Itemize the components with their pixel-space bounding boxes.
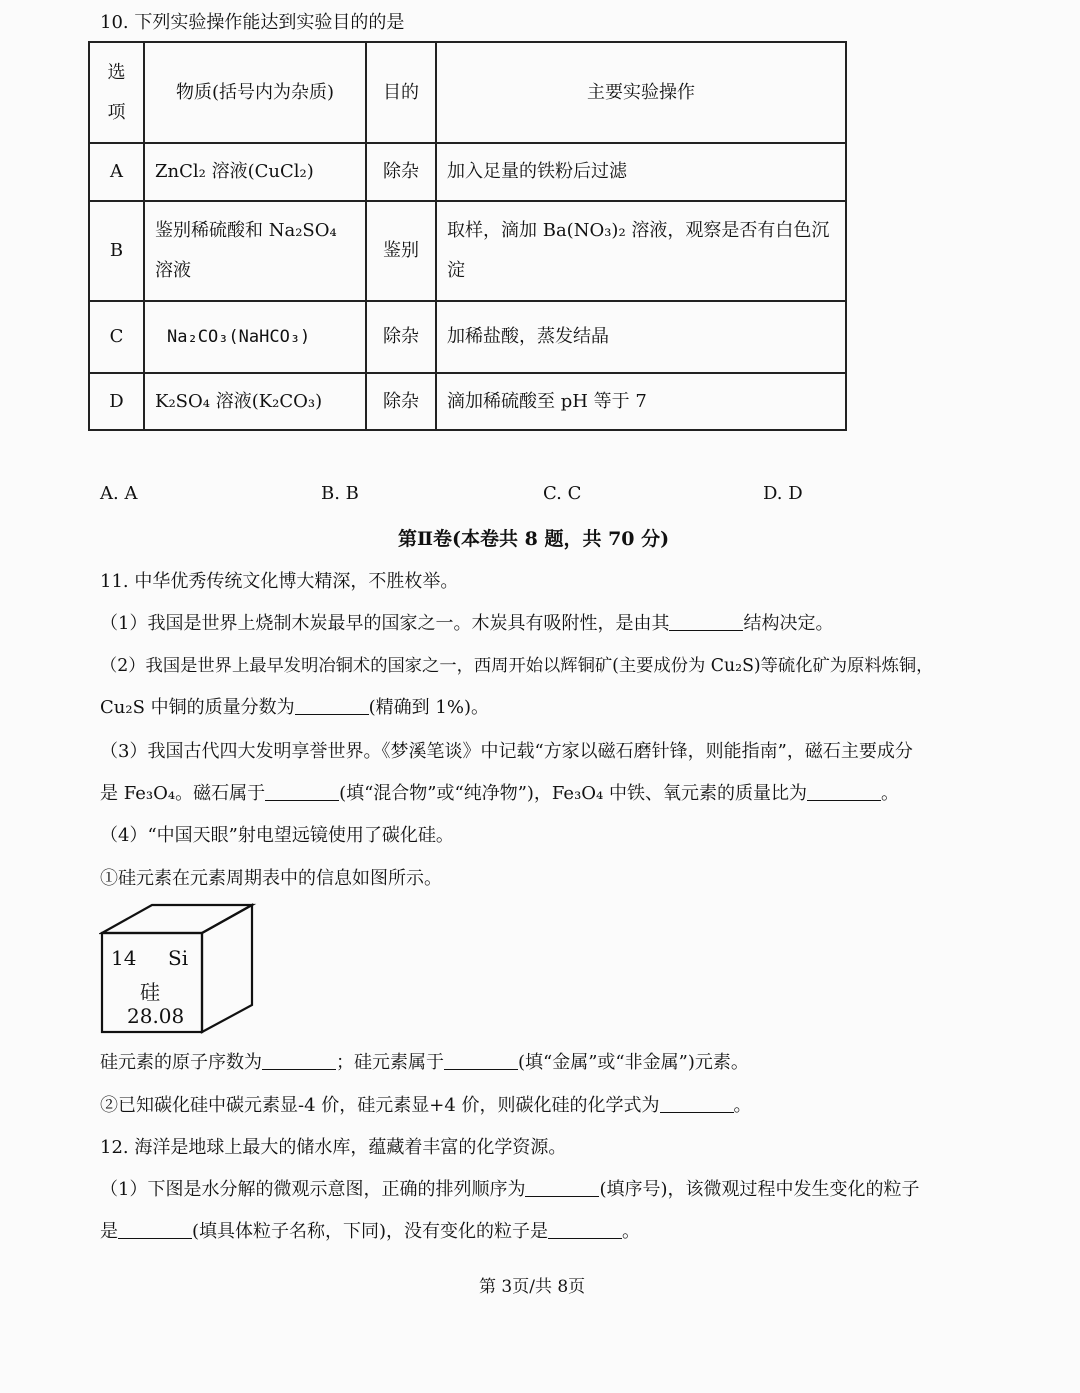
atomic-mass: 28.08 [127,1004,185,1028]
row-operation: 取样，滴加 Ba(NO₃)₂ 溶液，观察是否有白色沉淀 [436,201,846,301]
q11-part2-line1: （2）我国是世界上最早发明冶铜术的国家之一，西周开始以辉铜矿(主要成份为 Cu₂S)等硫化矿为原料炼铜， [100,656,934,676]
q11-p4-2-text-end: 。 [733,1095,752,1116]
row-operation: 滴加稀硫酸至 pH 等于 7 [436,373,846,430]
q11-p4-text-end: (填“金属”或“非金属”)元素。 [518,1052,749,1073]
q12-p1-text-mid: (填序号)，该微观过程中发生变化的粒子 [599,1179,920,1200]
q12-p1-text-start: 是 [100,1221,118,1242]
experiment-table [88,41,847,431]
answer-blank[interactable] [660,1094,734,1113]
row-purpose: 除杂 [366,143,436,201]
row-purpose: 鉴别 [366,201,436,301]
answer-blank[interactable] [118,1220,192,1239]
q11-part3-line2 [100,779,899,805]
answer-blank[interactable] [444,1051,518,1070]
row-substance: K₂SO₄ 溶液(K₂CO₃) [144,373,366,430]
choice-a[interactable]: A. A [100,483,138,504]
answer-blank[interactable] [548,1220,622,1239]
q12-p1-text-end: 。 [622,1221,641,1242]
row-substance: 鉴别稀硫酸和 Na₂SO₄ 溶液 [144,201,366,301]
q11-part3-text-end: 。 [881,783,899,804]
q11-part2-text-end: (精确到 1%)。 [368,697,489,718]
row-option: C [89,301,144,373]
table-header-row [89,42,846,143]
q11-part2-text: Cu₂S 中铜的质量分数为 [100,697,295,718]
header-operation: 主要实验操作 [436,42,846,143]
table-row [89,201,846,301]
q11-intro: 11. 中华优秀传统文化博大精深，不胜枚举。 [100,571,459,592]
q11-p4-text-mid: ；硅元素属于 [336,1052,444,1073]
q12-p1-text: （1）下图是水分解的微观示意图，正确的排列顺序为 [100,1179,526,1200]
silicon-element-card [99,903,257,1035]
element-name: 硅 [140,980,160,1004]
page-footer: 第 3页/共 8页 [479,1277,586,1297]
table-row [89,373,846,430]
answer-blank[interactable] [807,782,881,801]
q11-part3-text-mid: (填“混合物”或“纯净物”)，Fe₃O₄ 中铁、氧元素的质量比为 [339,783,807,804]
q11-part4-q2 [100,1091,752,1117]
q11-part1 [100,609,833,635]
header-substance: 物质(括号内为杂质) [144,42,366,143]
choice-c[interactable]: C. C [543,483,582,504]
q11-part4-q1 [100,1048,749,1074]
row-operation: 加稀盐酸，蒸发结晶 [436,301,846,373]
q11-part3-line1: （3）我国古代四大发明享誉世界。《梦溪笔谈》中记载“方家以磁石磨针锋，则能指南”，磁石主要成分 [100,741,913,762]
q12-p1-text-mid2: (填具体粒子名称，下同)，没有变化的粒子是 [192,1221,549,1242]
answer-blank[interactable] [669,612,743,631]
q11-p4-2-text: ②已知碳化硅中碳元素显-4 价，硅元素显+4 价，则碳化硅的化学式为 [100,1095,660,1116]
choice-d[interactable]: D. D [763,483,803,504]
q11-part4: （4）“中国天眼”射电望远镜使用了碳化硅。 [100,825,454,846]
choice-b[interactable]: B. B [321,483,359,504]
header-purpose: 目的 [366,42,436,143]
answer-blank[interactable] [525,1178,599,1197]
q11-part2-line2 [100,693,489,719]
row-substance: Na₂CO₃(NaHCO₃) [144,301,366,373]
q10-title: 10. 下列实验操作能达到实验目的的是 [100,12,405,33]
table-row [89,143,846,201]
answer-blank[interactable] [265,782,339,801]
q11-p4-text: 硅元素的原子序数为 [100,1052,262,1073]
answer-blank[interactable] [295,696,369,715]
row-option: D [89,373,144,430]
answer-blank[interactable] [262,1051,336,1070]
q12-part1-line2 [100,1217,640,1243]
row-purpose: 除杂 [366,301,436,373]
header-option: 选项 [89,42,144,143]
q11-part3-text: 是 Fe₃O₄。磁石属于 [100,783,266,804]
section-title: 第Ⅱ卷(本卷共 8 题，共 70 分) [398,528,670,550]
q12-intro: 12. 海洋是地球上最大的储水库，蕴藏着丰富的化学资源。 [100,1137,567,1158]
row-operation: 加入足量的铁粉后过滤 [436,143,846,201]
row-purpose: 除杂 [366,373,436,430]
row-substance: ZnCl₂ 溶液(CuCl₂) [144,143,366,201]
row-option: A [89,143,144,201]
q11-part1-text-end: 结构决定。 [743,613,834,634]
element-symbol: Si [168,946,189,970]
table-row [89,301,846,373]
row-option: B [89,201,144,301]
atomic-number: 14 [111,946,137,970]
q11-part4-sub1: ①硅元素在元素周期表中的信息如图所示。 [100,868,442,889]
q11-part1-text: （1）我国是世界上烧制木炭最早的国家之一。木炭具有吸附性，是由其 [100,613,670,634]
q12-part1-line1 [100,1175,920,1201]
